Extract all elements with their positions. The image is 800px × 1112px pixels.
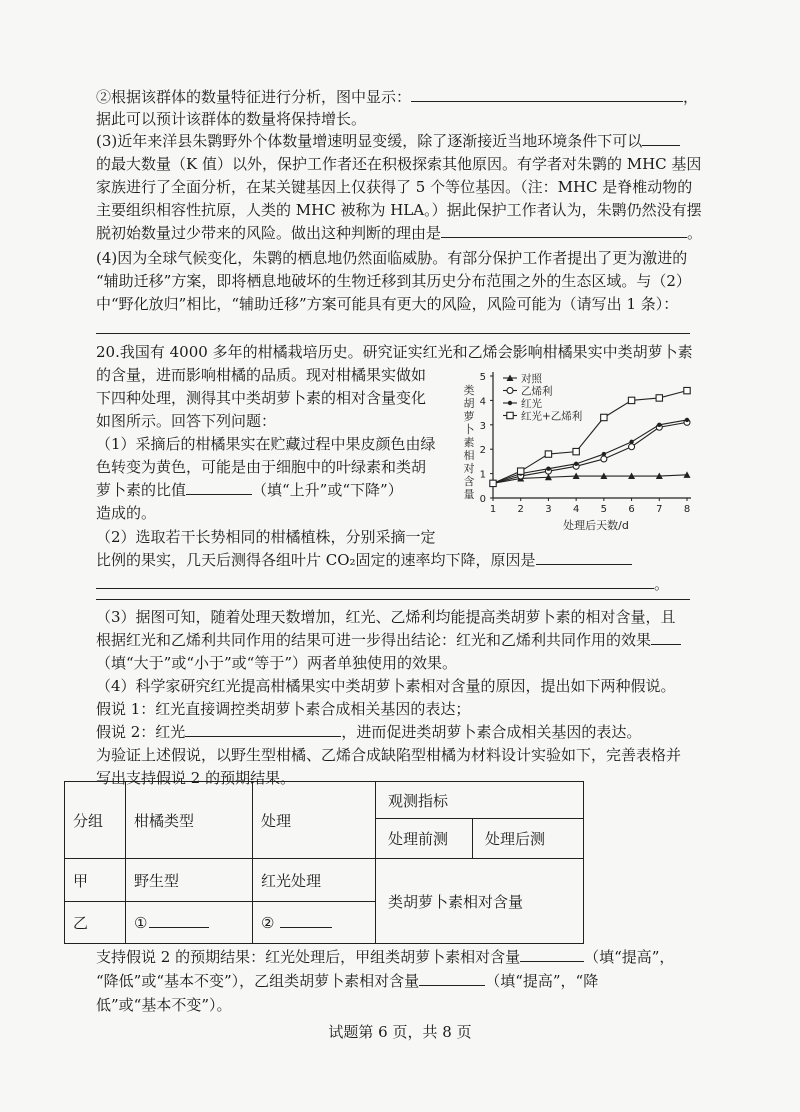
answer-blank-table1[interactable] — [149, 913, 209, 928]
y-axis-label-char: 相 — [463, 449, 475, 462]
answer-blank-q2a[interactable] — [536, 550, 632, 565]
legend-label: 红光 — [521, 398, 542, 410]
answer-blank-p3a[interactable] — [642, 131, 680, 146]
th-type: 柑橘类型 — [126, 782, 253, 859]
row1-group: 甲 — [65, 859, 126, 902]
y-tick-label: 4 — [479, 396, 486, 408]
merged-measure: 类胡萝卜素相对含量 — [376, 859, 584, 944]
verify-line2: 写出支持假说 2 的预期结果。 — [96, 769, 296, 787]
q20-intro-line2: 的含量，进而影响柑橘的品质。现对柑橘果实做如 — [96, 366, 427, 384]
q19-p3-line5: 脱初始数量过少带来的风险。做出这种判断的理由是 。 — [96, 224, 703, 242]
q20-q3-line2: 根据红光和乙烯利共同作用的结果可进一步得出结论：红光和乙烯利共同作用的效果 — [96, 629, 681, 651]
y-axis-label-char: 胡 — [463, 397, 475, 410]
square-marker — [507, 412, 513, 418]
row2-type-cell — [126, 902, 253, 944]
page-footer: 试题第 6 页，共 8 页 — [328, 1023, 472, 1041]
square-marker — [656, 395, 662, 401]
carotenoid-chart — [455, 360, 700, 535]
circle-marker — [629, 444, 635, 450]
q20-intro-line1: 20.我国有 4000 多年的柑橘栽培历史。研究证实红光和乙烯会影响柑橘果实中类胡萝卜素 — [96, 343, 693, 361]
y-axis-label-char: 类 — [463, 384, 475, 397]
section-divider — [96, 599, 690, 600]
answer-blank-q3[interactable] — [651, 630, 681, 645]
y-axis-label-char: 素 — [463, 436, 475, 449]
q19-p2-line1: ②根据该群体的数量特征进行分析，图中显示： ， — [96, 88, 699, 106]
row1-type: 野生型 — [126, 859, 253, 902]
q20-q2-line1: （2）选取若干长势相同的柑橘植株，分别采摘一定 — [96, 528, 436, 546]
dot-marker — [574, 462, 578, 466]
q19-p4-line1: (4)因为全球气候变化，朱鹮的栖息地仍然面临威胁。有部分保护工作者提出了更为激进的 — [96, 249, 688, 267]
circle-marker — [601, 456, 607, 462]
q19-p4-line3: 中“野化放归”相比，“辅助迁移”方案可能具有更大的风险，风险可能为（请写出 1 条）： — [96, 295, 679, 313]
dot-marker — [685, 418, 689, 422]
x-tick-label: 6 — [628, 504, 635, 515]
x-axis-label: 处理后天数/d — [563, 519, 629, 532]
q19-p3-line1: (3)近年来洋县朱鹮野外个体数量增速明显变缓，除了逐渐接近当地环境条件下可以 — [96, 130, 680, 152]
result-line2: “降低”或“基本不变”），乙组类胡萝卜素相对含量 （填“提高”，“降 — [96, 972, 599, 990]
answer-blank-res2[interactable] — [419, 971, 485, 986]
th-group: 分组 — [65, 782, 126, 859]
row2-group: 乙 — [65, 902, 126, 944]
x-tick-label: 7 — [656, 504, 663, 515]
y-tick-label: 1 — [479, 469, 486, 481]
q20-q2-line3: 。 — [96, 573, 669, 595]
q20-q4-line1: （4）科学家研究红光提高柑橘果实中类胡萝卜素相对含量的原因，提出如下两种假说。 — [96, 677, 676, 695]
y-axis-label-char: 萝 — [463, 410, 475, 423]
y-tick-label: 5 — [479, 372, 486, 383]
answer-line-p4[interactable] — [96, 333, 690, 334]
series-square — [490, 387, 690, 486]
th-before: 处理前测 — [376, 819, 473, 859]
dot-marker — [657, 423, 661, 427]
hypothesis-2: 假说 2：红光 ，进而促进类胡萝卜素合成相关基因的表达。 — [96, 723, 642, 741]
q20-intro-line3: 下四种处理，测得其中类胡萝卜素的相对含量变化 — [96, 389, 427, 407]
result-line1: 支持假说 2 的预期结果：红光处理后，甲组类胡萝卜素相对含量 （填“提高”， — [96, 948, 675, 966]
x-tick-label: 3 — [545, 504, 552, 515]
answer-blank-p2[interactable] — [411, 87, 683, 102]
dot-marker — [546, 467, 550, 471]
square-marker — [518, 468, 524, 474]
th-observation: 观测指标 — [376, 782, 584, 819]
answer-blank-q2b[interactable] — [96, 574, 654, 589]
q19-p3-line2: 的最大数量（K 值）以外，保护工作者还在积极探索其他原因。有学者对朱鹮的 MHC 基因 — [96, 155, 702, 173]
square-marker — [490, 480, 496, 486]
y-axis-label-char: 含 — [463, 475, 475, 488]
dot-marker — [629, 440, 633, 444]
legend-label: 红光+乙烯利 — [521, 410, 583, 423]
q20-q2-line2: 比例的果实，几天后测得各组叶片 CO₂固定的速率均下降，原因是 — [96, 549, 632, 571]
hypothesis-1: 假说 1：红光直接调控类胡萝卜素合成相关基因的表达； — [96, 700, 471, 718]
row2-treatment: ② — [261, 914, 275, 932]
result-line3: 低”或“基本不变”）。 — [96, 996, 232, 1014]
q20-q1-line1: （1）采摘后的柑橘果实在贮藏过程中果皮颜色由绿 — [96, 435, 436, 453]
x-tick-label: 1 — [489, 504, 497, 515]
legend-label: 对照 — [521, 373, 542, 385]
th-treatment: 处理 — [253, 782, 376, 859]
q20-intro-line4: 如图所示。回答下列问题： — [96, 412, 277, 430]
chart-series — [490, 387, 691, 486]
square-marker — [684, 387, 690, 393]
row2-type: ① — [134, 914, 148, 932]
y-tick-label: 2 — [479, 445, 486, 457]
y-tick-label: 0 — [479, 494, 486, 505]
circle-marker — [507, 388, 513, 394]
verify-line1: 为验证上述假说，以野生型柑橘、乙烯合成缺陷型柑橘为材料设计实验如下，完善表格并 — [96, 746, 682, 764]
q20-q3-line1: （3）据图可知，随着处理天数增加，红光、乙烯利均能提高类胡萝卜素的相对含量，且 — [96, 608, 676, 626]
legend-label: 乙烯利 — [521, 385, 553, 398]
dot-marker — [508, 401, 512, 405]
experiment-table — [64, 781, 584, 944]
q20-q3-line3: （填“大于”或“小于”或“等于”）两者单独使用的效果。 — [96, 654, 458, 672]
q20-q1-line4: 造成的。 — [96, 504, 157, 522]
q20-q1-line3: 萝卜素的比值 （填“上升”或“下降”） — [96, 481, 403, 499]
x-tick-label: 8 — [683, 504, 691, 515]
answer-blank-res1[interactable] — [520, 947, 584, 962]
q19-p4-line2: “辅助迁移”方案，即将栖息地破坏的生物迁移到其历史分布范围之外的生态区域。与（2） — [96, 272, 691, 290]
y-axis-label-char: 卜 — [463, 423, 475, 436]
answer-blank-table2[interactable] — [280, 913, 332, 928]
th-after: 处理后测 — [473, 819, 584, 859]
answer-blank-q1[interactable] — [186, 480, 252, 495]
square-marker — [573, 448, 579, 454]
dot-marker — [602, 452, 606, 456]
row2-treatment-cell — [253, 902, 376, 944]
x-tick-label: 2 — [517, 504, 524, 515]
row1-treatment: 红光处理 — [253, 859, 376, 902]
q19-p2-text: ②根据该群体的数量特征进行分析，图中显示： — [96, 88, 412, 106]
square-marker — [601, 414, 607, 420]
q19-p3-line4: 主要组织相容性抗原，人类的 MHC 被称为 HLA。）据此保护工作者认为，朱鹮仍然没有摆 — [96, 201, 702, 219]
y-axis-label-char: 量 — [463, 488, 475, 501]
y-axis-label-char: 对 — [463, 462, 475, 475]
q20-q1-line2: 色转变为黄色，可能是由于细胞中的叶绿素和类胡 — [96, 458, 427, 476]
square-marker — [628, 397, 634, 403]
y-tick-label: 3 — [479, 420, 486, 432]
x-tick-label: 4 — [572, 504, 580, 515]
chart-legend — [503, 372, 582, 423]
q19-p3-line3: 家族进行了全面分析，在某关键基因上仅获得了 5 个等位基因。（注：MHC 是脊椎动物的 — [96, 178, 693, 196]
x-tick-label: 5 — [600, 504, 608, 515]
square-marker — [545, 451, 551, 457]
answer-blank-p3b[interactable] — [441, 223, 687, 238]
q19-p2-line2: 据此可以预计该群体的数量将保持增长。 — [96, 110, 367, 128]
answer-blank-h2[interactable] — [185, 722, 341, 737]
